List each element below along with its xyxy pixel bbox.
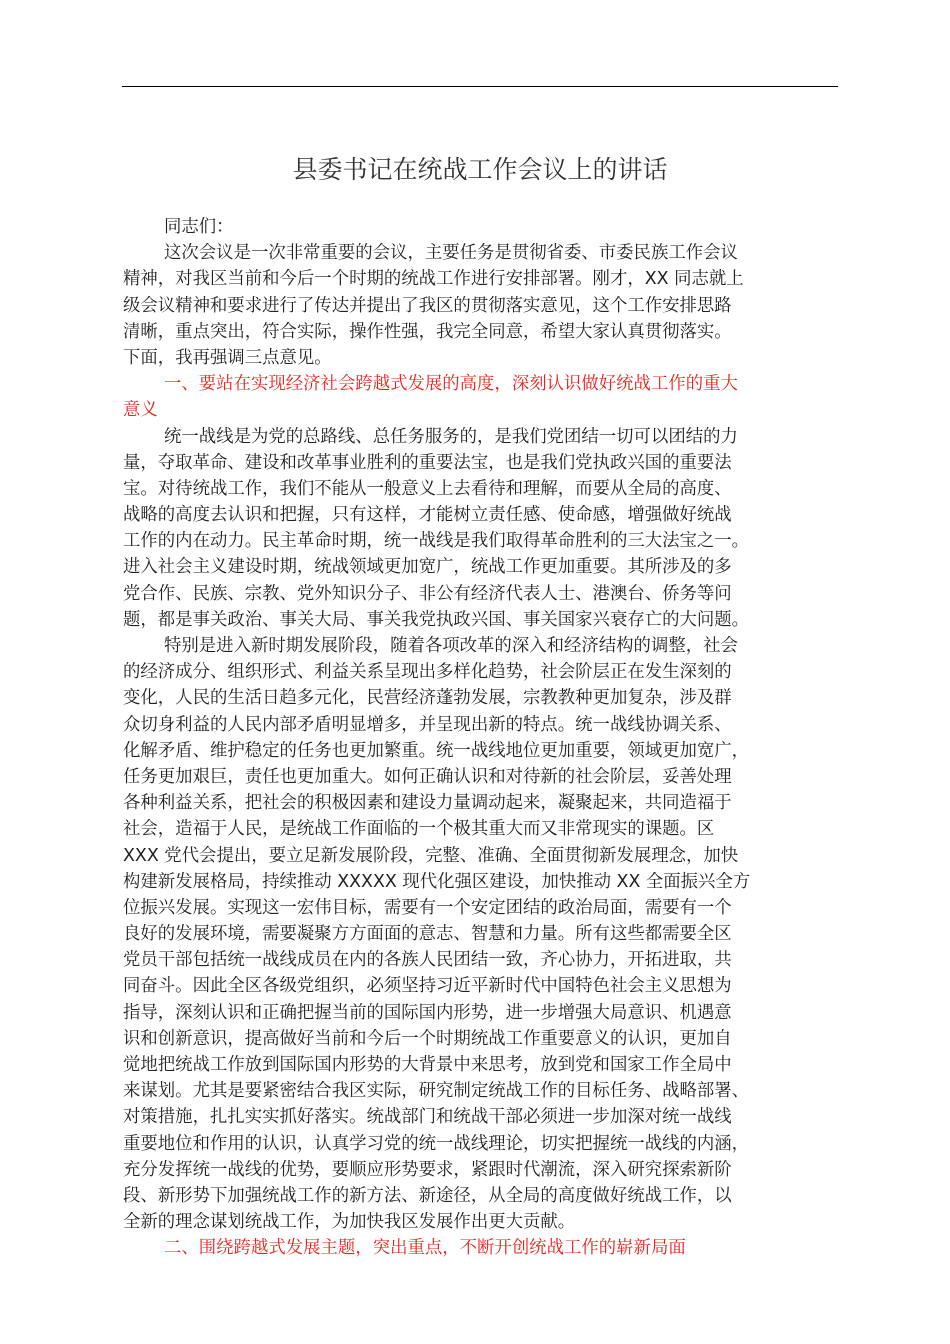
body-text-line: 化解矛盾、维护稳定的任务也更加繁重。统一战线地位更加重要，领域更加宽广， <box>123 740 750 761</box>
body-text-line: 变化，人民的生活日趋多元化，民营经济蓬勃发展，宗教教种更加复杂，涉及群 <box>123 688 732 709</box>
body-text-line: 全新的理念谋划统战工作，为加快我区发展作出更大贡献。 <box>123 1212 576 1233</box>
body-text-line: 来谋划。尤其是要紧密结合我区实际，研究制定统战工作的目标任务、战略部署、 <box>123 1081 750 1102</box>
body-text-line: 特别是进入新时期发展阶段，随着各项改革的深入和经济结构的调整，社会 <box>164 636 738 656</box>
body-text-line: 党合作、民族、宗教、党外知识分子、非公有经济代表人士、港澳台、侨务等问 <box>123 583 732 604</box>
document-title: 县委书记在统战工作会议上的讲话 <box>292 155 668 184</box>
body-text-line: 社会，造福于人民，是统战工作面临的一个极其重大而又非常现实的课题。区 <box>123 819 715 840</box>
header-rule <box>122 86 838 87</box>
body-text-line: 精神，对我区当前和今后一个时期的统战工作进行安排部署。刚才，XX 同志就上 <box>123 269 744 290</box>
body-text-line: 同奋斗。因此全区各级党组织，必须坚持习近平新时代中国特色社会主义思想为 <box>123 976 732 997</box>
body-text-line: XXX 党代会提出，要立足新发展阶段，完整、准确、全面贯彻新发展理念，加快 <box>123 845 739 866</box>
body-text-line: 指导，深刻认识和正确把握当前的国际国内形势，进一步增强大局意识、机遇意 <box>123 1002 732 1023</box>
body-text-line: 段、新形势下加强统战工作的新方法、新途径，从全局的高度做好统战工作，以 <box>123 1185 732 1206</box>
body-text-line: 良好的发展环境，需要凝聚方方面面的意志、智慧和力量。所有这些都需要全区 <box>123 924 732 945</box>
body-text-line: 重要地位和作用的认识，认真学习党的统一战线理论，切实把握统一战线的内涵， <box>123 1133 750 1154</box>
body-text-line: 任务更加艰巨，责任也更加重大。如何正确认识和对待新的社会阶层，妥善处理 <box>123 766 732 787</box>
body-text-line: 量，夺取革命、建设和改革事业胜利的重要法宝，也是我们党执政兴国的重要法 <box>123 452 732 473</box>
body-text-line: 各种利益关系，把社会的积极因素和建设力量调动起来，凝聚起来，共同造福于 <box>123 793 732 814</box>
body-text-line: 构建新发展格局，持续推动 XXXXX 现代化强区建设，加快推动 XX 全面振兴全方 <box>123 871 751 892</box>
body-text-line: 这次会议是一次非常重要的会议，主要任务是贯彻省委、市委民族工作会议 <box>164 243 738 264</box>
document-body <box>123 214 839 1262</box>
body-text-line: 战略的高度去认识和把握，只有这样，才能树立责任感、使命感，增强做好统战 <box>123 505 732 526</box>
body-text-line: 识和创新意识，提高做好当前和今后一个时期统战工作重要意义的认识，更加自 <box>123 1028 732 1049</box>
body-text-line: 的经济成分、组织形式、利益关系呈现出多样化趋势，社会阶层正在发生深刻的 <box>123 662 732 683</box>
body-text-line: 同志们： <box>164 217 234 237</box>
body-text-line: 下面，我再强调三点意见。 <box>123 347 332 368</box>
body-text-line: 充分发挥统一战线的优势，要顺应形势要求，紧跟时代潮流，深入研究探索新阶 <box>123 1159 732 1180</box>
body-text-line: 题，都是事关政治、事关大局、事关我党执政兴国、事关国家兴衰存亡的大问题。 <box>123 609 750 630</box>
body-text-line: 众切身利益的人民内部矛盾明显增多，并呈现出新的特点。统一战线协调关系、 <box>123 714 732 735</box>
section-heading-line: 一、要站在实现经济社会跨越式发展的高度，深刻认识做好统战工作的重大 <box>164 374 738 395</box>
body-text-line: 觉地把统战工作放到国际国内形势的大背景中来思考，放到党和国家工作全局中 <box>123 1055 732 1075</box>
body-text-line: 统一战线是为党的总路线、总任务服务的，是我们党团结一切可以团结的力 <box>164 426 738 447</box>
body-text-line: 级会议精神和要求进行了传达并提出了我区的贯彻落实意见，这个工作安排思路 <box>123 295 732 316</box>
body-text-line: 清晰，重点突出，符合实际，操作性强，我完全同意，希望大家认真贯彻落实。 <box>123 321 732 342</box>
section-heading-line: 意义 <box>123 400 158 421</box>
body-text-line: 党员干部包括统一战线成员在内的各族人民团结一致，齐心协力，开拓进取，共 <box>123 950 732 971</box>
body-text-line: 工作的内在动力。民主革命时期，统一战线是我们取得革命胜利的三大法宝之一。 <box>123 531 750 552</box>
body-text-line: 位振兴发展。实现这一宏伟目标，需要有一个安定团结的政治局面，需要有一个 <box>123 897 732 918</box>
body-text-line: 宝。对待统战工作，我们不能从一般意义上去看待和理解，而要从全局的高度、 <box>123 478 732 499</box>
body-text-line: 进入社会主义建设时期，统战领域更加宽广，统战工作更加重要。其所涉及的多 <box>123 557 732 578</box>
section-heading-line: 二、围绕跨越式发展主题，突出重点，不断开创统战工作的崭新局面 <box>164 1238 686 1259</box>
body-text-line: 对策措施，扎扎实实抓好落实。统战部门和统战干部必须进一步加深对统一战线 <box>123 1107 732 1128</box>
